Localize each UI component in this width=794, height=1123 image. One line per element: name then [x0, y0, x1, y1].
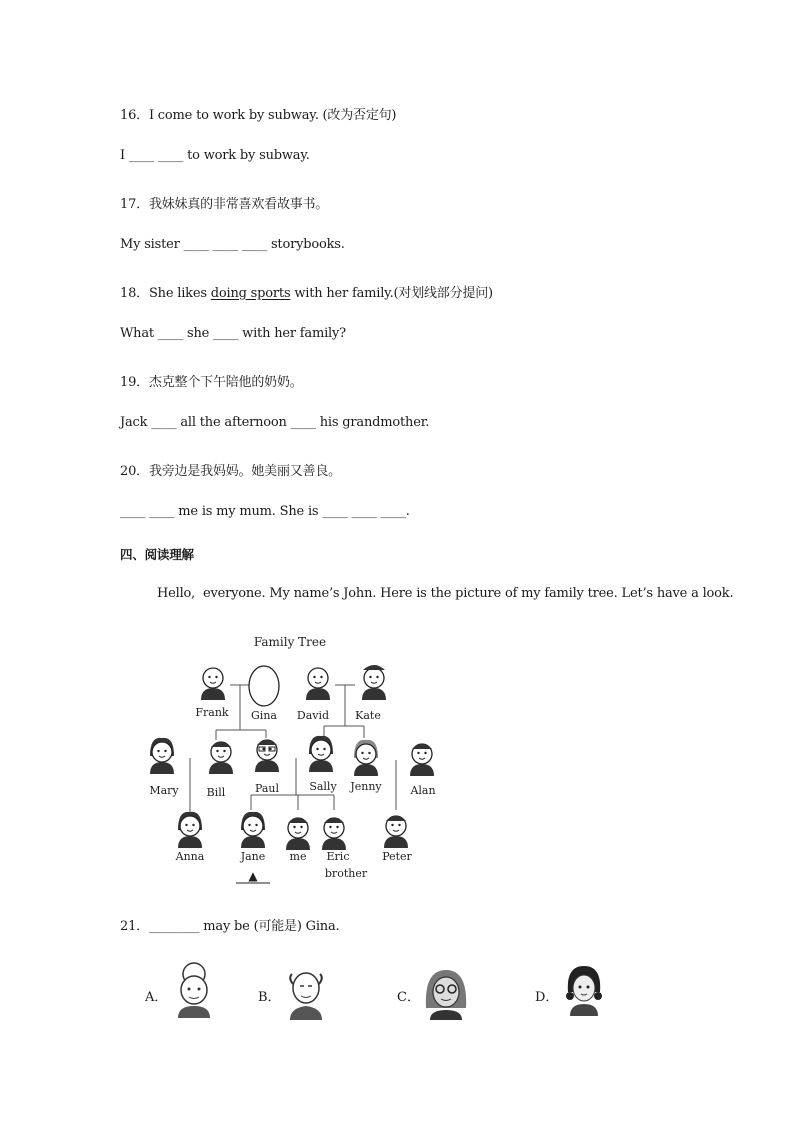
option-c-woman-glasses-icon[interactable]: [420, 964, 472, 1020]
paul-portrait: [255, 740, 279, 773]
answer-18: What ____ she ____ with her family?: [120, 326, 346, 341]
peter-portrait: [384, 816, 408, 849]
david-portrait: [306, 668, 330, 700]
family-tree-figure: [138, 630, 458, 885]
name-peter: Peter: [382, 850, 412, 863]
frank-portrait: [201, 668, 225, 700]
gina-portrait-blank: [249, 666, 279, 706]
anna-portrait: [178, 812, 202, 848]
question-18-num: 18．: [120, 286, 149, 301]
jane-marker: ▲: [248, 869, 258, 883]
eric-portrait: [322, 818, 346, 851]
question-18-post: with her family.(对划线部分提问): [290, 286, 493, 301]
name-me: me: [289, 850, 307, 863]
name-sally: Sally: [309, 780, 337, 793]
option-c-label[interactable]: C．: [397, 990, 420, 1005]
option-d-girl-icon[interactable]: [560, 962, 608, 1018]
name-eric: Eric: [326, 850, 350, 863]
name-david: David: [296, 709, 330, 722]
alan-portrait: [410, 744, 434, 777]
tree-title: Family Tree: [253, 635, 327, 649]
name-bill: Bill: [206, 786, 226, 799]
passage: Hello, everyone. My name’s John. Here is the picture of my family tree. Let’s have a look.: [157, 586, 734, 601]
option-a-label[interactable]: A．: [145, 990, 168, 1005]
question-18: [120, 282, 493, 301]
name-kate: Kate: [355, 709, 381, 722]
jenny-portrait: [354, 740, 378, 776]
mary-portrait: [150, 738, 174, 774]
name-frank: Frank: [195, 706, 229, 719]
question-17: 17．我妹妹真的非常喜欢看故事书。: [120, 197, 329, 212]
option-a-grandma-icon[interactable]: [170, 962, 218, 1018]
answer-20: ____ ____ me is my mum. She is ____ ____ ____.: [120, 504, 410, 519]
name-alan: Alan: [410, 784, 436, 797]
name-gina: Gina: [251, 709, 277, 722]
label-brother: brother: [324, 867, 368, 880]
me-portrait: [286, 818, 310, 851]
option-b-grandpa-icon[interactable]: [282, 964, 330, 1020]
name-mary: Mary: [149, 784, 179, 797]
name-anna: Anna: [175, 850, 205, 863]
section-heading: 四、阅读理解: [120, 547, 194, 562]
name-jane: Jane: [240, 850, 266, 863]
question-18-pre: She likes: [148, 286, 211, 301]
jane-portrait: [241, 812, 265, 848]
question-16: 16．I come to work by subway. (改为否定句): [120, 108, 397, 123]
name-paul: Paul: [254, 782, 280, 795]
bill-portrait: [209, 742, 233, 775]
question-21: 21．________ may be (可能是) Gina.: [120, 919, 340, 934]
option-d-label[interactable]: D．: [535, 990, 559, 1005]
kate-portrait: [362, 665, 386, 700]
name-jenny: Jenny: [350, 780, 382, 793]
question-18-underlined: doing sports: [210, 286, 291, 301]
answer-17: My sister ____ ____ ____ storybooks.: [120, 237, 345, 252]
answer-16: I ____ ____ to work by subway.: [120, 148, 310, 163]
answer-19: Jack ____ all the afternoon ____ his grandmother.: [120, 415, 430, 430]
question-20: 20．我旁边是我妈妈。她美丽又善良。: [120, 464, 341, 479]
question-19: 19．杰克整个下午陪他的奶奶。: [120, 375, 303, 390]
option-b-label[interactable]: B．: [258, 990, 281, 1005]
sally-portrait: [309, 736, 333, 772]
